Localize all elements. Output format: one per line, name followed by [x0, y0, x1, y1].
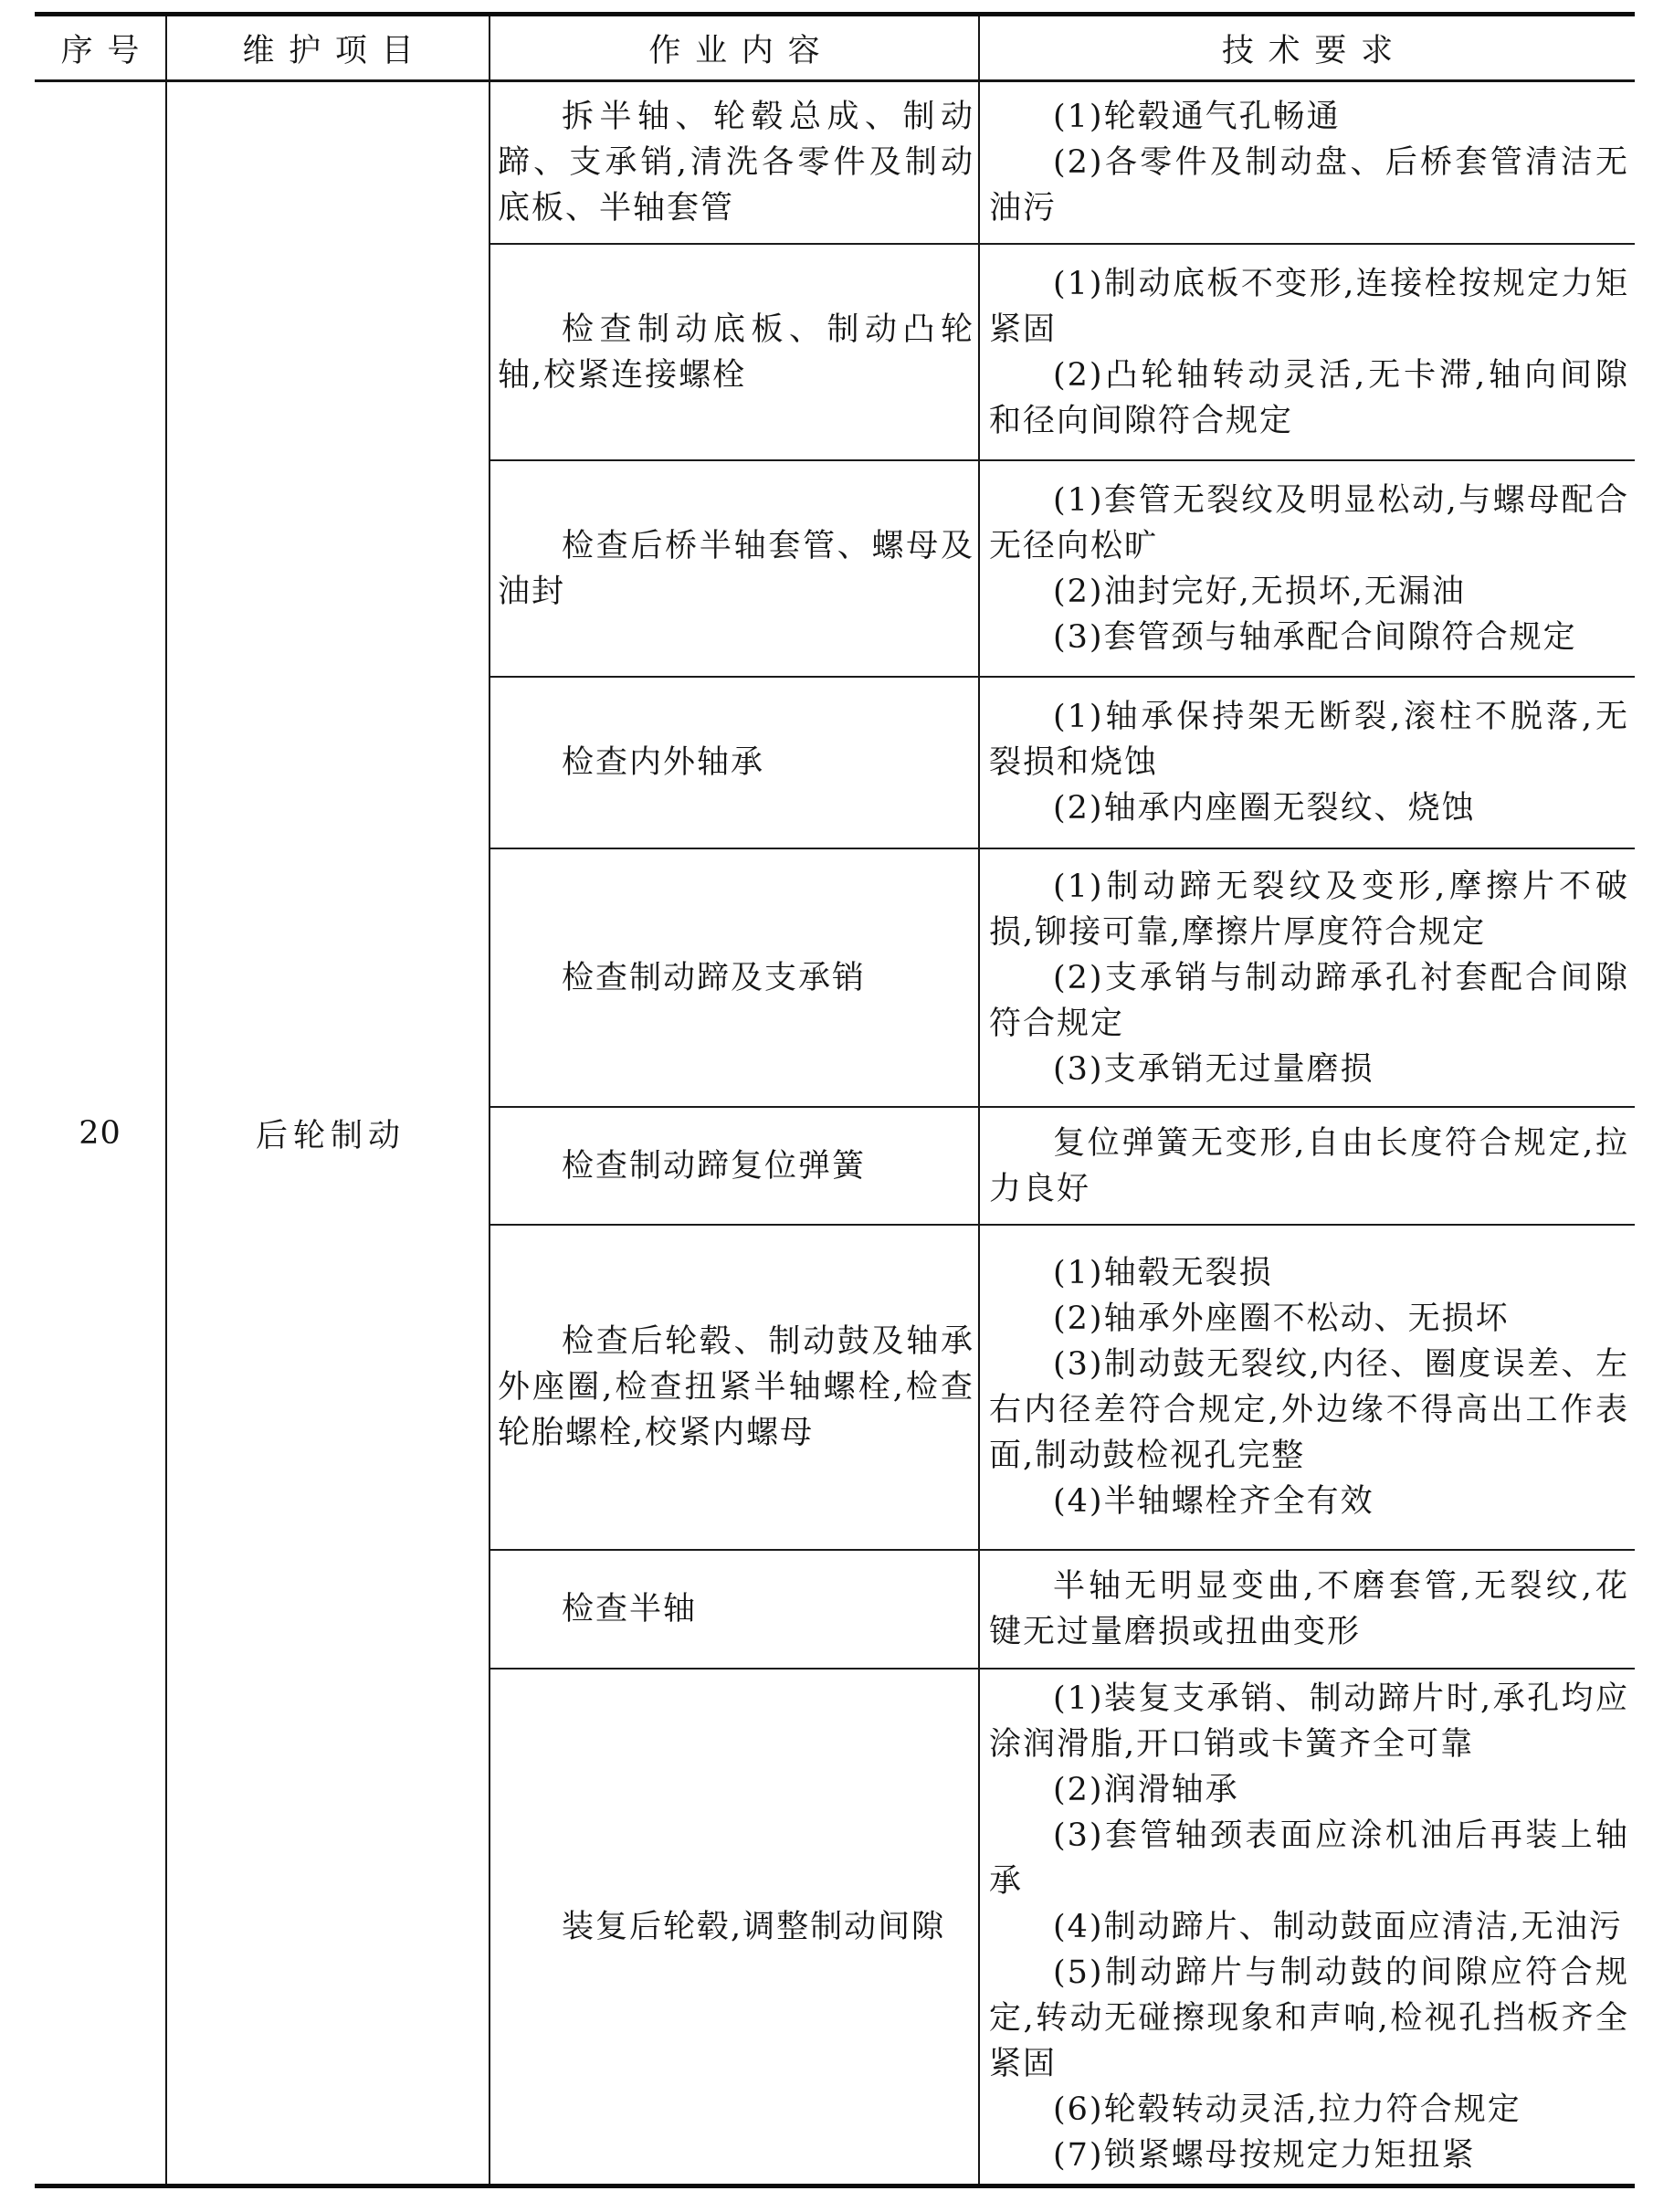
requirement-paragraph: (2)支承销与制动蹄承孔衬套配合间隙符合规定	[989, 959, 1629, 1042]
task-requirement-cell	[980, 1108, 1635, 1224]
task-requirement-cell	[980, 461, 1635, 676]
requirement-paragraph: (3)套管轴颈表面应涂机油后再装上轴承	[989, 1817, 1629, 1900]
requirement-paragraph: (2)凸轮轴转动灵活,无卡滞,轴向间隙和径向间隙符合规定	[989, 356, 1629, 439]
requirement-paragraph: (4)制动蹄片、制动鼓面应清洁,无油污	[1053, 1908, 1623, 1945]
requirement-paragraph: (1)装复支承销、制动蹄片时,承孔均应涂润滑脂,开口销或卡簧齐全可靠	[989, 1680, 1629, 1763]
task-content-cell	[490, 1670, 980, 2184]
requirement-paragraph: (1)轴承保持架无断裂,滚柱不脱落,无裂损和烧蚀	[989, 699, 1629, 781]
header-cell-seq: 序号	[35, 16, 167, 79]
task-requirement-cell	[980, 849, 1635, 1106]
requirement-paragraph: (3)支承销无过量磨损	[1053, 1050, 1374, 1088]
requirement-paragraph: (1)制动蹄无裂纹及变形,摩擦片不破损,铆接可靠,摩擦片厚度符合规定	[989, 868, 1629, 951]
task-row	[490, 1668, 1635, 2184]
table-header-row	[35, 16, 1635, 82]
task-requirement-cell	[980, 1551, 1635, 1668]
task-row	[490, 1549, 1635, 1668]
task-content-paragraph: 拆半轴、轮毂总成、制动蹄、支承销,清洗各零件及制动底板、半轴套管	[498, 99, 974, 226]
header-cell-item: 维护项目	[167, 16, 490, 79]
table-body	[35, 82, 1635, 2184]
task-row	[490, 243, 1635, 459]
item-cell: 后轮制动	[167, 82, 490, 2184]
task-requirement-cell	[980, 1670, 1635, 2184]
task-content-cell	[490, 1551, 980, 1668]
task-content-paragraph: 检查制动蹄复位弹簧	[562, 1147, 867, 1185]
task-content-paragraph: 检查后轮毂、制动鼓及轴承外座圈,检查扭紧半轴螺栓,检查轮胎螺栓,校紧内螺母	[498, 1323, 974, 1451]
task-content-paragraph: 检查内外轴承	[562, 744, 765, 781]
task-row	[490, 82, 1635, 243]
task-content-paragraph: 检查制动底板、制动凸轮轴,校紧连接螺栓	[498, 311, 974, 394]
task-row	[490, 459, 1635, 676]
seq-cell: 20	[35, 82, 167, 2184]
task-row	[490, 676, 1635, 848]
requirement-paragraph: (2)各零件及制动盘、后桥套管清洁无油污	[989, 144, 1629, 226]
requirement-paragraph: (3)套管颈与轴承配合间隙符合规定	[1053, 618, 1577, 656]
requirement-paragraph: 半轴无明显变曲,不磨套管,无裂纹,花键无过量磨损或扭曲变形	[989, 1568, 1629, 1650]
task-row	[490, 1224, 1635, 1549]
task-requirement-cell	[980, 82, 1635, 243]
task-content-cell	[490, 82, 980, 243]
requirement-paragraph: (2)轴承内座圈无裂纹、烧蚀	[1053, 790, 1476, 827]
task-content-cell	[490, 461, 980, 676]
maintenance-table	[35, 12, 1635, 2188]
requirement-paragraph: (7)锁紧螺母按规定力矩扭紧	[1053, 2136, 1476, 2174]
requirement-paragraph: (2)轴承外座圈不松动、无损坏	[1053, 1301, 1510, 1337]
task-content-cell	[490, 1226, 980, 1549]
requirement-paragraph: 复位弹簧无变形,自由长度符合规定,拉力良好	[989, 1124, 1629, 1207]
task-requirement-cell	[980, 1226, 1635, 1549]
task-content-cell	[490, 849, 980, 1106]
tasks-grid	[490, 82, 1635, 2184]
requirement-paragraph: (1)套管无裂纹及明显松动,与螺母配合无径向松旷	[989, 481, 1629, 564]
task-row	[490, 1106, 1635, 1224]
header-cell-content: 作业内容	[490, 16, 980, 79]
requirement-paragraph: (5)制动蹄片与制动鼓的间隙应符合规定,转动无碰擦现象和声响,检视孔挡板齐全紧固	[989, 1954, 1629, 2082]
task-content-paragraph: 检查制动蹄及支承销	[562, 959, 867, 996]
requirement-paragraph: (1)轴毂无裂损	[1053, 1255, 1273, 1291]
task-content-paragraph: 装复后轮毂,调整制动间隙	[562, 1908, 946, 1945]
requirement-paragraph: (6)轮毂转动灵活,拉力符合规定	[1053, 2091, 1521, 2128]
task-content-paragraph: 检查半轴	[562, 1591, 698, 1627]
task-row	[490, 848, 1635, 1106]
task-content-cell	[490, 678, 980, 848]
header-cell-requirement: 技术要求	[1221, 32, 1407, 69]
requirement-paragraph: (1)轮毂通气孔畅通	[1053, 99, 1341, 135]
task-content-paragraph: 检查后桥半轴套管、螺母及油封	[498, 527, 974, 610]
task-content-cell	[490, 245, 980, 459]
requirement-paragraph: (3)制动鼓无裂纹,内径、圈度误差、左右内径差符合规定,外边缘不得高出工作表面,制动鼓检视孔完整	[989, 1346, 1629, 1474]
requirement-paragraph: (4)半轴螺栓齐全有效	[1053, 1483, 1374, 1520]
requirement-paragraph: (1)制动底板不变形,连接栓按规定力矩紧固	[989, 265, 1629, 348]
requirement-paragraph: (2)油封完好,无损坏,无漏油	[1053, 573, 1466, 610]
task-content-cell	[490, 1108, 980, 1224]
task-requirement-cell	[980, 245, 1635, 459]
requirement-paragraph: (2)润滑轴承	[1053, 1771, 1239, 1808]
task-requirement-cell	[980, 678, 1635, 848]
